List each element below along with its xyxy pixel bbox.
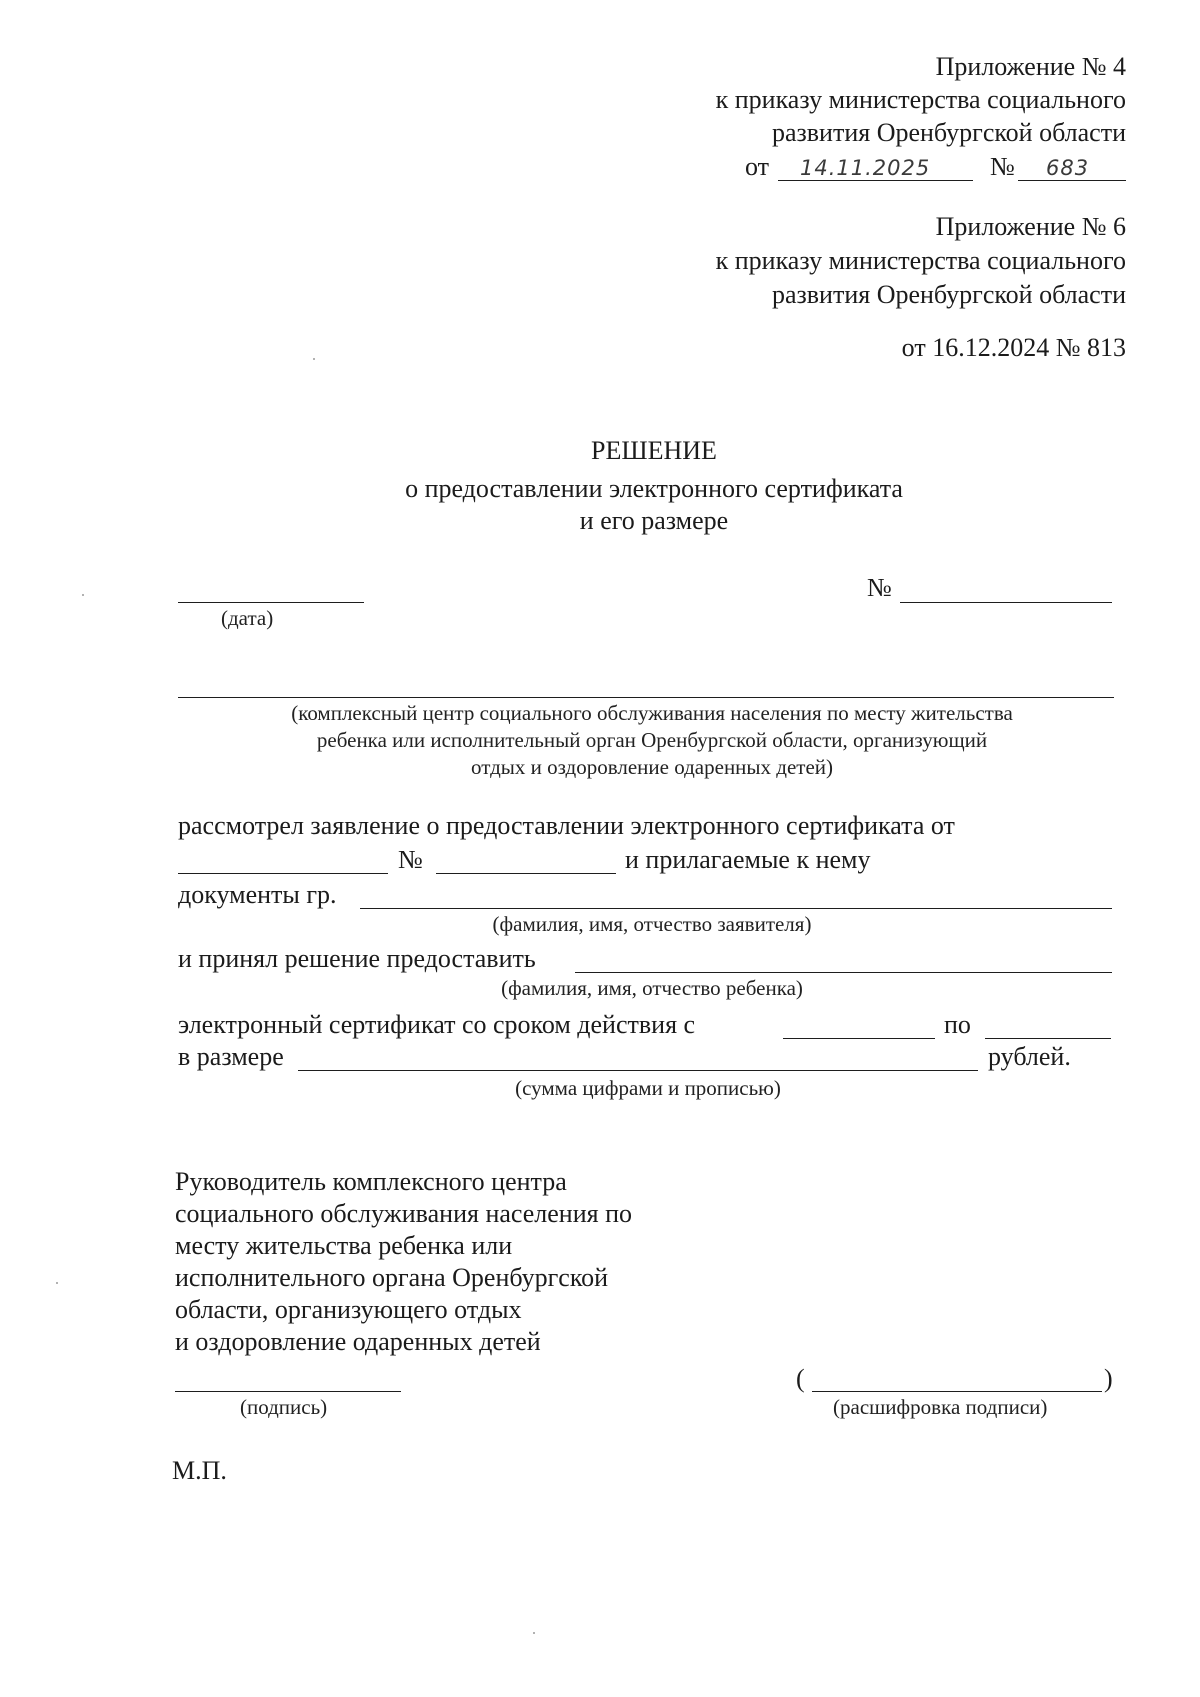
applicant-name-line	[360, 908, 1112, 909]
amount-line	[298, 1070, 978, 1071]
appendix-4-from-label: от	[745, 152, 770, 181]
application-date-line	[178, 873, 388, 874]
scan-speck	[313, 358, 315, 360]
scan-speck	[82, 594, 84, 596]
organization-caption-line3: отдых и оздоровление одаренных детей)	[470, 755, 834, 779]
appendix-4-ministry-line: развития Оренбургской области	[771, 118, 1126, 147]
head-title-line4: исполнительного органа Оренбургской	[175, 1263, 609, 1292]
seal-placeholder: М.П.	[172, 1456, 227, 1485]
appendix-6-ministry-line: развития Оренбургской области	[771, 280, 1126, 309]
appendix-4-date-handwritten: 14.11.2025	[800, 156, 931, 180]
documents-citizen-label: документы гр.	[178, 880, 337, 909]
signature-caption: (подпись)	[240, 1395, 328, 1419]
organization-caption-line1: (комплексный центр социального обслуживания населения по месту жительства	[291, 701, 1013, 725]
head-title-line6: и оздоровление одаренных детей	[175, 1327, 541, 1356]
child-name-line	[575, 972, 1112, 973]
attached-documents-text: и прилагаемые к нему	[625, 845, 871, 874]
decoding-caption: (расшифровка подписи)	[833, 1395, 1048, 1419]
appendix-4-date-line	[778, 180, 973, 181]
head-title-line5: области, организующего отдых	[175, 1295, 522, 1324]
validity-until-label: по	[944, 1010, 971, 1039]
appendix-6-order-line: к приказу министерства социального	[715, 246, 1126, 275]
application-line: рассмотрел заявление о предоставлении электронного сертификата от	[178, 811, 955, 840]
signature-line	[175, 1391, 401, 1392]
certificate-validity-text: электронный сертификат со сроком действия с	[178, 1010, 696, 1039]
scan-speck	[56, 1282, 58, 1284]
decision-number-line	[900, 602, 1112, 603]
signature-decoding-line	[812, 1391, 1102, 1392]
appendix-6-title: Приложение № 6	[935, 212, 1126, 241]
document-subtitle-line1: о предоставлении электронного сертификата	[405, 474, 903, 503]
head-title-line1: Руководитель комплексного центра	[175, 1167, 567, 1196]
organization-caption-line2: ребенка или исполнительный орган Оренбургской области, организующий	[316, 728, 988, 752]
appendix-4-title: Приложение № 4	[935, 52, 1126, 81]
decoding-open-paren: (	[796, 1364, 805, 1393]
decision-text: и принял решение предоставить	[178, 944, 536, 973]
amount-label: в размере	[178, 1042, 284, 1071]
applicant-name-caption: (фамилия, имя, отчество заявителя)	[492, 912, 812, 936]
date-caption: (дата)	[221, 606, 274, 630]
date-line	[178, 602, 364, 603]
currency-label: рублей.	[988, 1042, 1071, 1071]
head-title-line3: месту жительства ребенка или	[175, 1231, 513, 1260]
appendix-6-date: от 16.12.2024 № 813	[901, 333, 1126, 362]
appendix-4-number-sign: №	[990, 152, 1015, 181]
validity-end-line	[985, 1038, 1111, 1039]
amount-caption: (сумма цифрами и прописью)	[515, 1076, 781, 1100]
decision-number-sign: №	[867, 573, 892, 602]
appendix-4-order-line: к приказу министерства социального	[715, 85, 1126, 114]
child-name-caption: (фамилия, имя, отчество ребенка)	[501, 976, 803, 1000]
validity-start-line	[783, 1038, 935, 1039]
head-title-line2: социального обслуживания населения по	[175, 1199, 633, 1228]
application-number-sign: №	[398, 845, 423, 874]
document-title: РЕШЕНИЕ	[591, 436, 717, 465]
application-number-line	[436, 873, 616, 874]
appendix-4-number-handwritten: 683	[1046, 156, 1090, 180]
document-subtitle-line2: и его размере	[579, 506, 729, 535]
scan-speck	[533, 1632, 535, 1634]
appendix-4-number-line	[1018, 180, 1126, 181]
decoding-close-paren: )	[1104, 1364, 1113, 1393]
organization-line	[178, 697, 1114, 698]
